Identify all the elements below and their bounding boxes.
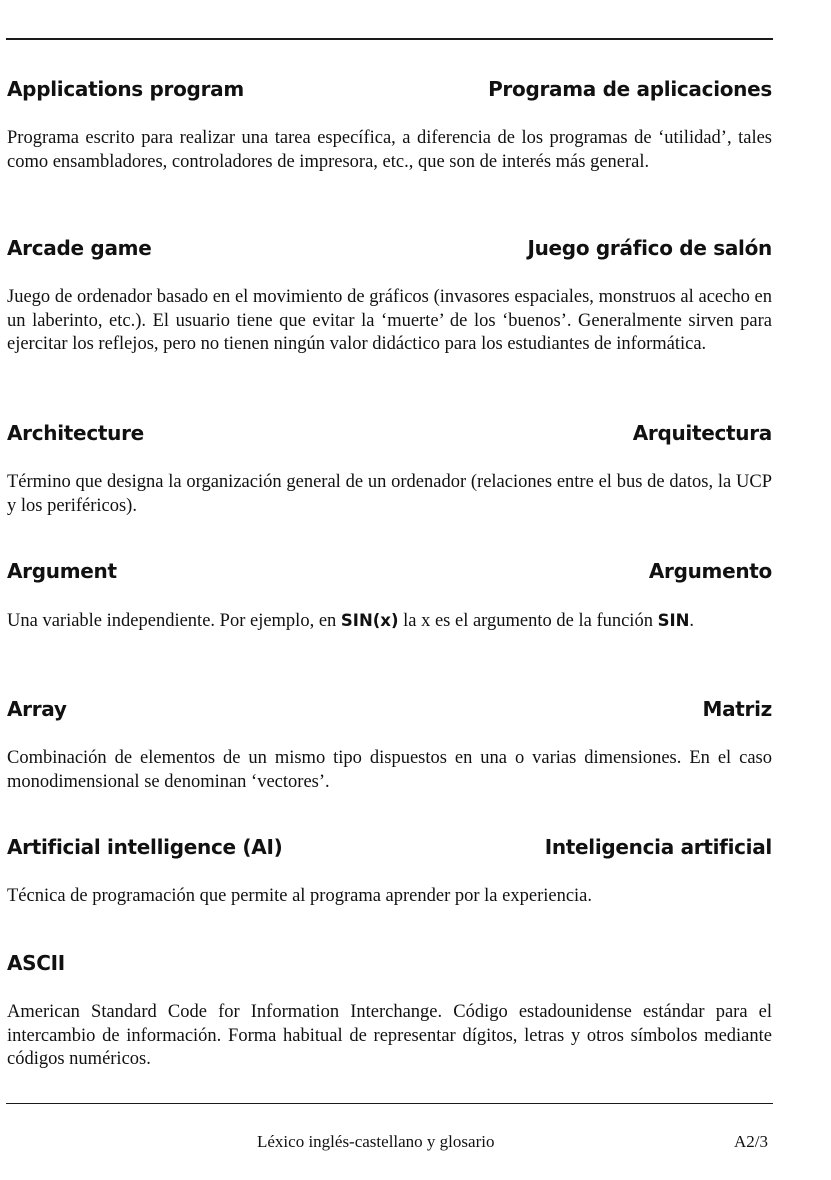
term-english: Array — [7, 697, 67, 721]
glossary-entry — [7, 951, 772, 1072]
entry-definition: American Standard Code for Information Interchange. Código estadounidense estándar para el intercambio de información. Forma habitual de representar dígitos, letras y otros símbolos mediante códigos numéricos. — [7, 1002, 772, 1069]
glossary-entry — [7, 77, 772, 174]
glossary-entry — [7, 421, 772, 518]
page-number: A2/3 — [734, 1132, 768, 1151]
entry-heading — [7, 236, 772, 260]
entry-heading — [7, 835, 772, 859]
term-spanish: Arquitectura — [632, 421, 772, 445]
term-english: ASCII — [7, 951, 65, 975]
definition-text: la x es el argumento de la función — [403, 611, 653, 631]
definition-text: . — [689, 611, 695, 631]
term-english: Artificial intelligence (AI) — [7, 835, 283, 859]
glossary-entry — [7, 236, 772, 357]
term-spanish: Inteligencia artificial — [544, 835, 772, 859]
term-english: Architecture — [7, 421, 144, 445]
bottom-rule — [6, 1103, 773, 1104]
term-spanish: Juego gráfico de salón — [527, 236, 772, 260]
entry-definition: Técnica de programación que permite al programa aprender por la experiencia. — [7, 886, 593, 906]
entry-heading — [7, 77, 772, 101]
code-keyword: SIN(x) — [340, 611, 399, 630]
top-rule — [6, 38, 773, 40]
term-english: Arcade game — [7, 236, 152, 260]
glossary-entry — [7, 697, 772, 794]
term-spanish: Programa de aplicaciones — [488, 77, 772, 101]
term-spanish: Argumento — [648, 559, 772, 583]
entry-definition: Combinación de elementos de un mismo tipo dispuestos en una o varias dimensiones. En el caso monodimensional se denominan ‘vectores’. — [7, 748, 772, 792]
entry-heading — [7, 951, 772, 975]
footer-title: Léxico inglés-castellano y glosario — [257, 1132, 495, 1151]
entry-heading — [7, 697, 772, 721]
term-english: Argument — [7, 559, 117, 583]
entry-definition: Juego de ordenador basado en el movimiento de gráficos (invasores espaciales, monstruos al acecho en un laberinto, etc.). El usuario tiene que evitar la ‘muerte’ de los ‘buenos’. Generalmente sirven para ejercitar los reflejos, pero no tienen ningún valor didáctico para los estudiantes de informática. — [7, 287, 772, 354]
entry-definition: Término que designa la organización general de un ordenador (relaciones entre el bus de datos, la UCP y los periféricos). — [7, 472, 772, 516]
entry-heading — [7, 559, 772, 583]
term-english: Applications program — [7, 77, 244, 101]
entry-heading — [7, 421, 772, 445]
entry-definition — [7, 609, 772, 634]
entry-definition: Programa escrito para realizar una tarea específica, a diferencia de los programas de ‘utilidad’, tales como ensambladores, controladores de impresora, etc., que son de interés más general. — [7, 128, 772, 172]
glossary-entry — [7, 835, 772, 909]
definition-text: Una variable independiente. Por ejemplo, en — [7, 611, 337, 631]
term-spanish: Matriz — [702, 697, 772, 721]
code-keyword: SIN — [657, 611, 690, 630]
page-footer — [7, 1131, 772, 1153]
glossary-entry — [7, 559, 772, 634]
